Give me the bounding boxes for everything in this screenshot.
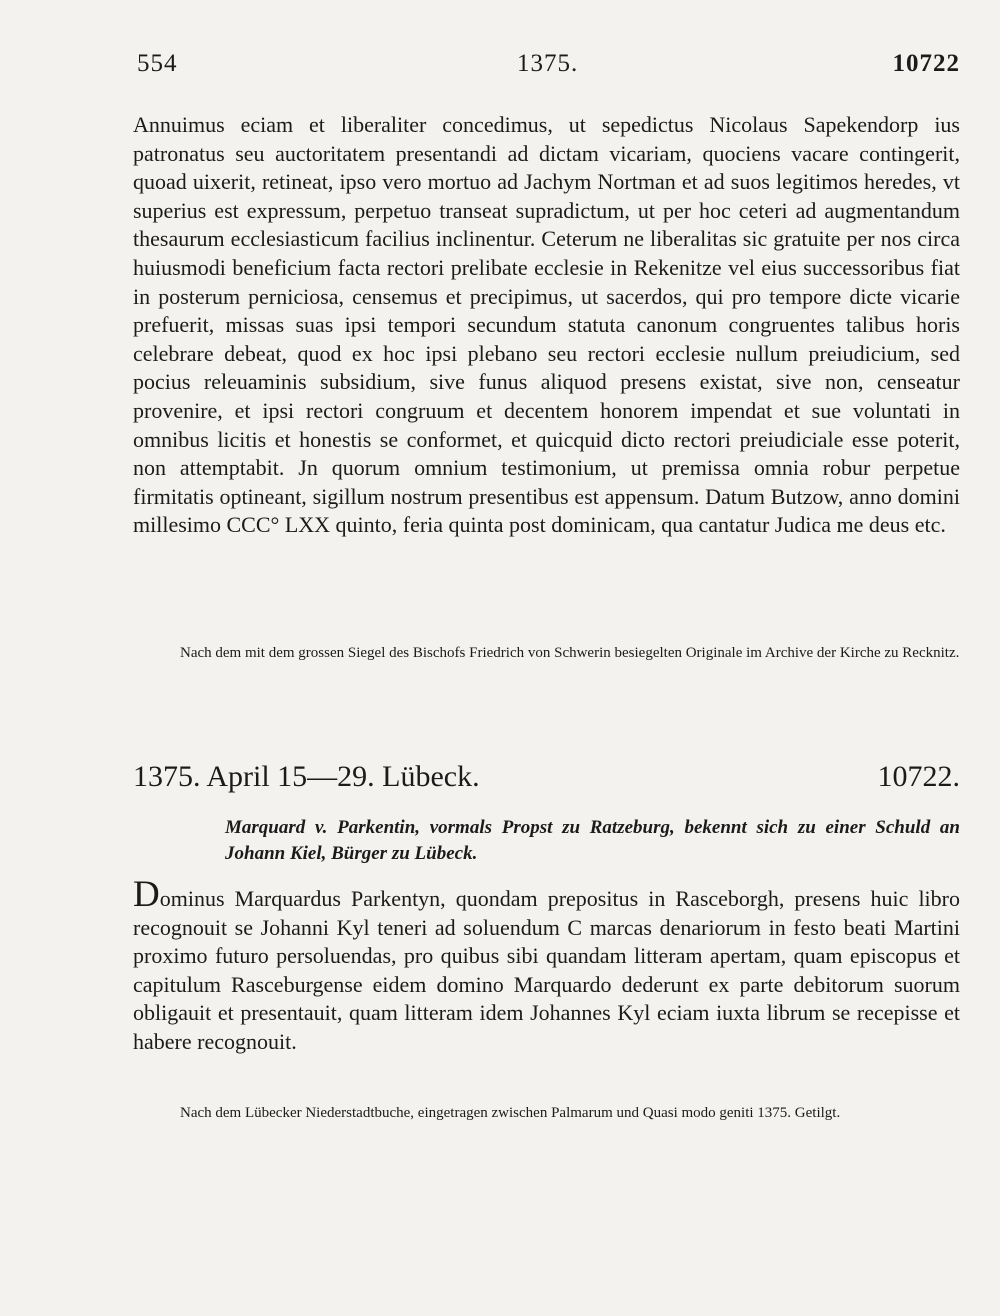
entry-heading bbox=[133, 760, 960, 800]
charter-text-continuation: Annuimus eciam et liberaliter concedimus, ut sepedictus Nicolaus Sapekendorp ius patronatus seu auctoritatem presentandi ad dictam vicariam, quociens vacare contingerit, quoad uixerit, retineat, ipso vero mortuo ad Jachym Nortman et ad suos legitimos heredes, vt superius est expressum, perpetuo transeat supradictum, ut per hoc ceteri ad augmentandum thesaurum ecclesiasticum facilius inclinentur. Ceterum ne liberalitas sic gratuite per nos circa huiusmodi beneficium facta rectori prelibate ecclesie in Rekenitze vel eius successoribus fiat in posterum perniciosa, censemus et precipimus, ut sacerdos, qui pro tempore dicte vicarie prefuerit, missas suas ipsi tempori secundum statuta canonum congruentes talibus horis celebrare debeat, quod ex hoc ipsi plebano seu rectori ecclesie nullum preiudicium, sed pocius releuaminis subsidium, sive funus aliquod presens existat, sive non, censeatur provenire, et ipsi rectori congruum et decentem honorem impendat et sue voluntati in omnibus licitis et honestis se conformet, et quicquid dicto rectori preiudiciale esse poterit, non attemptabit. Jn quorum omnium testimonium, ut premissa omnia robur perpetue firmitatis optineant, sigillum nostrum presentibus est appensum. Datum Butzow, anno domini millesimo CCC° LXX quinto, feria quinta post dominicam, qua cantatur Judica me deus etc. bbox=[133, 112, 960, 538]
entry-text bbox=[133, 874, 960, 1057]
entry-number: 10722. bbox=[877, 760, 960, 793]
header-document-number: 10722 bbox=[892, 50, 960, 77]
source-note-2: Nach dem Lübecker Niederstadtbuche, eingetragen zwischen Palmarum und Quasi modo geniti 1375. Getilgt. bbox=[180, 1105, 841, 1121]
page-header bbox=[137, 50, 960, 84]
entry-date-place: 1375. April 15—29. Lübeck. bbox=[133, 760, 480, 793]
header-year: 1375. bbox=[517, 50, 579, 77]
source-note-1: Nach dem mit dem grossen Siegel des Bischofs Friedrich von Schwerin besiegelten Originale im Archive der Kirche zu Recknitz. bbox=[180, 645, 960, 661]
entry-summary: Marquard v. Parkentin, vormals Propst zu Ratzeburg, bekennt sich zu einer Schuld an Johann Kiel, Bürger zu Lübeck. bbox=[225, 817, 960, 864]
entry-text-body: ominus Marquardus Parkentyn, quondam prepositus in Rasceborgh, presens huic libro recognouit se Johanni Kyl teneri ad soluendum C marcas denariorum in festo beati Martini proximo futuro persoluendas, pro quibus sibi quandam litteram apertam, quam episcopus et capitulum Rasceburgense eidem domino Marquardo dederunt ex parte debitorum suorum obligauit et presentauit, quam litteram idem Johannes Kyl eciam iuxta librum se recepisse et habere recognouit. bbox=[133, 886, 960, 1054]
page-number: 554 bbox=[137, 50, 178, 77]
drop-cap-initial: D bbox=[133, 874, 160, 915]
